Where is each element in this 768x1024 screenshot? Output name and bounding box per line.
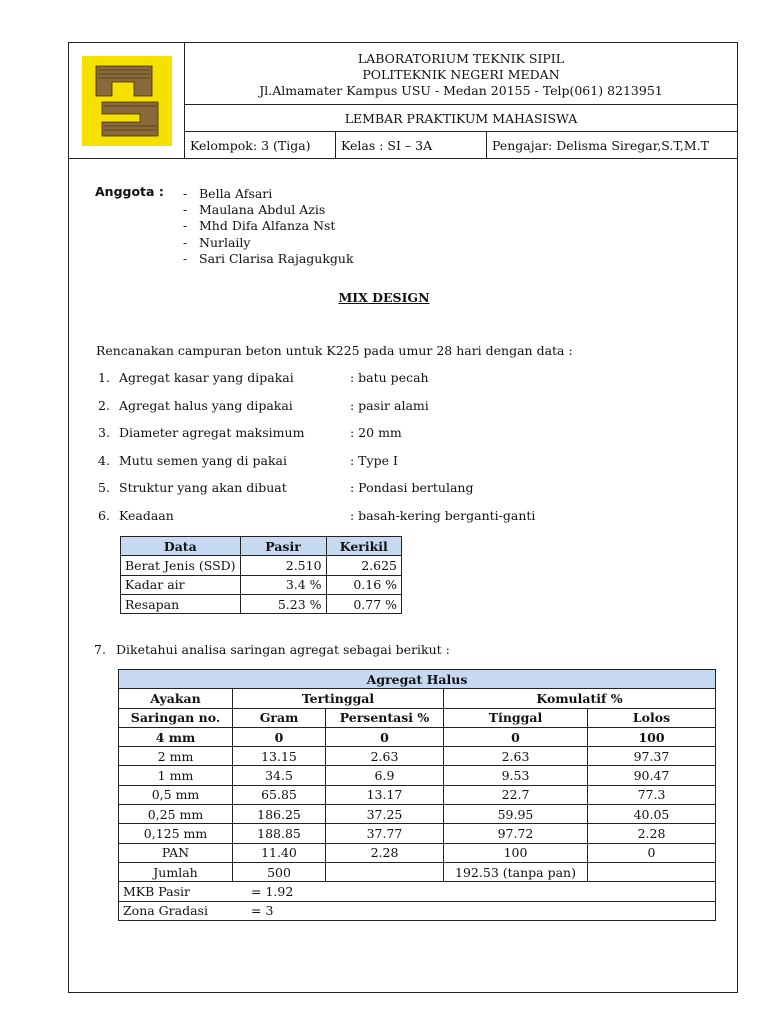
table-row — [119, 766, 716, 785]
table-cell: 22.7 — [444, 785, 588, 804]
table-header-row — [119, 689, 716, 708]
address: Jl.Almamater Kampus USU - Medan 20155 - Telp(061) 8213951 — [259, 82, 663, 98]
list-item: - Nurlaily — [183, 234, 251, 250]
table-cell — [588, 862, 716, 881]
table-cell: 0 — [326, 727, 444, 746]
table-cell: 37.77 — [326, 824, 444, 843]
table-header-row — [119, 708, 716, 727]
class-cell: Kelas : SI – 3A — [336, 132, 487, 159]
table-cell: 2.63 — [326, 747, 444, 766]
table-row — [121, 594, 402, 613]
table-cell: Zona Gradasi = 3 — [119, 901, 716, 920]
institution-info — [185, 43, 738, 105]
list-item: - Maulana Abdul Azis — [183, 202, 326, 218]
members-label: Anggota : — [95, 184, 164, 199]
table-cell: 0.16 % — [326, 575, 401, 594]
column-header: Persentasi % — [326, 708, 444, 727]
logo-cell — [69, 43, 185, 159]
table-cell: 13.17 — [326, 785, 444, 804]
group-cell: Kelompok: 3 (Tiga) — [185, 132, 336, 159]
table-cell: 192.53 (tanpa pan) — [444, 862, 588, 881]
table-row — [119, 882, 716, 901]
table-cell: 13.15 — [233, 747, 326, 766]
table-header-row — [121, 537, 402, 556]
table-row — [119, 747, 716, 766]
table-cell: 59.95 — [444, 805, 588, 824]
column-header: Gram — [233, 708, 326, 727]
table-cell: 2.63 — [444, 747, 588, 766]
table-cell: 0,125 mm — [119, 824, 233, 843]
table-cell: MKB Pasir = 1.92 — [119, 882, 716, 901]
table-cell: 97.72 — [444, 824, 588, 843]
list-item: - Mhd Difa Alfanza Nst — [183, 218, 336, 234]
table-cell: 4 mm — [119, 727, 233, 746]
table-row — [119, 727, 716, 746]
section-title: MIX DESIGN — [338, 290, 430, 305]
table-cell: 9.53 — [444, 766, 588, 785]
table-cell: 2 mm — [119, 747, 233, 766]
table-cell: 0,25 mm — [119, 805, 233, 824]
table-cell: 77.3 — [588, 785, 716, 804]
column-header: Pasir — [240, 537, 326, 556]
table-cell: 2.28 — [588, 824, 716, 843]
column-header: Komulatif % — [444, 689, 716, 708]
table-cell: Kadar air — [121, 575, 241, 594]
table-cell — [326, 862, 444, 881]
table-cell: 97.37 — [588, 747, 716, 766]
letterhead — [68, 42, 738, 159]
table-cell: 100 — [588, 727, 716, 746]
table-cell: Resapan — [121, 594, 241, 613]
table-row — [119, 843, 716, 862]
table-cell: Jumlah — [119, 862, 233, 881]
intro-text: Rencanakan campuran beton untuk K225 pada umur 28 hari dengan data : — [96, 343, 573, 358]
table-cell: 500 — [233, 862, 326, 881]
table-row — [121, 556, 402, 575]
list-item: - Bella Afsari — [183, 186, 273, 201]
table-row — [119, 901, 716, 920]
item-7: 7. Diketahui analisa saringan agregat sebagai berikut : — [94, 642, 450, 657]
table-cell: 186.25 — [233, 805, 326, 824]
table-cell: 90.47 — [588, 766, 716, 785]
table-cell: 11.40 — [233, 843, 326, 862]
table-cell: PAN — [119, 843, 233, 862]
table-cell: 0 — [444, 727, 588, 746]
table-title: Agregat Halus — [119, 670, 716, 689]
table-cell: 0.77 % — [326, 594, 401, 613]
lab-name: LABORATORIUM TEKNIK SIPIL — [357, 50, 565, 66]
table-cell: 65.85 — [233, 785, 326, 804]
column-header: Lolos — [588, 708, 716, 727]
table-cell: 6.9 — [326, 766, 444, 785]
institution-logo-icon — [82, 56, 172, 146]
table-row — [119, 805, 716, 824]
table-cell: 188.85 — [233, 824, 326, 843]
table-cell: 37.25 — [326, 805, 444, 824]
table-cell: 2.625 — [326, 556, 401, 575]
table-row — [121, 575, 402, 594]
column-header: Kerikil — [326, 537, 401, 556]
column-header: Data — [121, 537, 241, 556]
teacher-cell: Pengajar: Delisma Siregar,S.T,M.T — [487, 132, 738, 159]
list-item: - Sari Clarisa Rajagukguk — [183, 250, 354, 266]
table-row — [119, 862, 716, 881]
table-cell: Berat Jenis (SSD) — [121, 556, 241, 575]
sieve-analysis-table — [118, 669, 716, 921]
table-cell: 5.23 % — [240, 594, 326, 613]
table-cell: 3.4 % — [240, 575, 326, 594]
school-name: POLITEKNIK NEGERI MEDAN — [362, 66, 560, 82]
table-cell: 0,5 mm — [119, 785, 233, 804]
members-list — [183, 186, 483, 267]
table-cell: 0 — [233, 727, 326, 746]
sheet-title: LEMBAR PRAKTIKUM MAHASISWA — [185, 105, 738, 132]
table-row — [119, 785, 716, 804]
table-cell: 1 mm — [119, 766, 233, 785]
table-cell: 2.28 — [326, 843, 444, 862]
column-header: Saringan no. — [119, 708, 233, 727]
table-cell: 0 — [588, 843, 716, 862]
column-header: Tertinggal — [233, 689, 444, 708]
column-header: Ayakan — [119, 689, 233, 708]
table-row — [119, 824, 716, 843]
material-properties-table — [120, 536, 402, 614]
table-title-row — [119, 670, 716, 689]
table-cell: 2.510 — [240, 556, 326, 575]
table-cell: 40.05 — [588, 805, 716, 824]
table-cell: 34.5 — [233, 766, 326, 785]
table-cell: 100 — [444, 843, 588, 862]
column-header: Tinggal — [444, 708, 588, 727]
